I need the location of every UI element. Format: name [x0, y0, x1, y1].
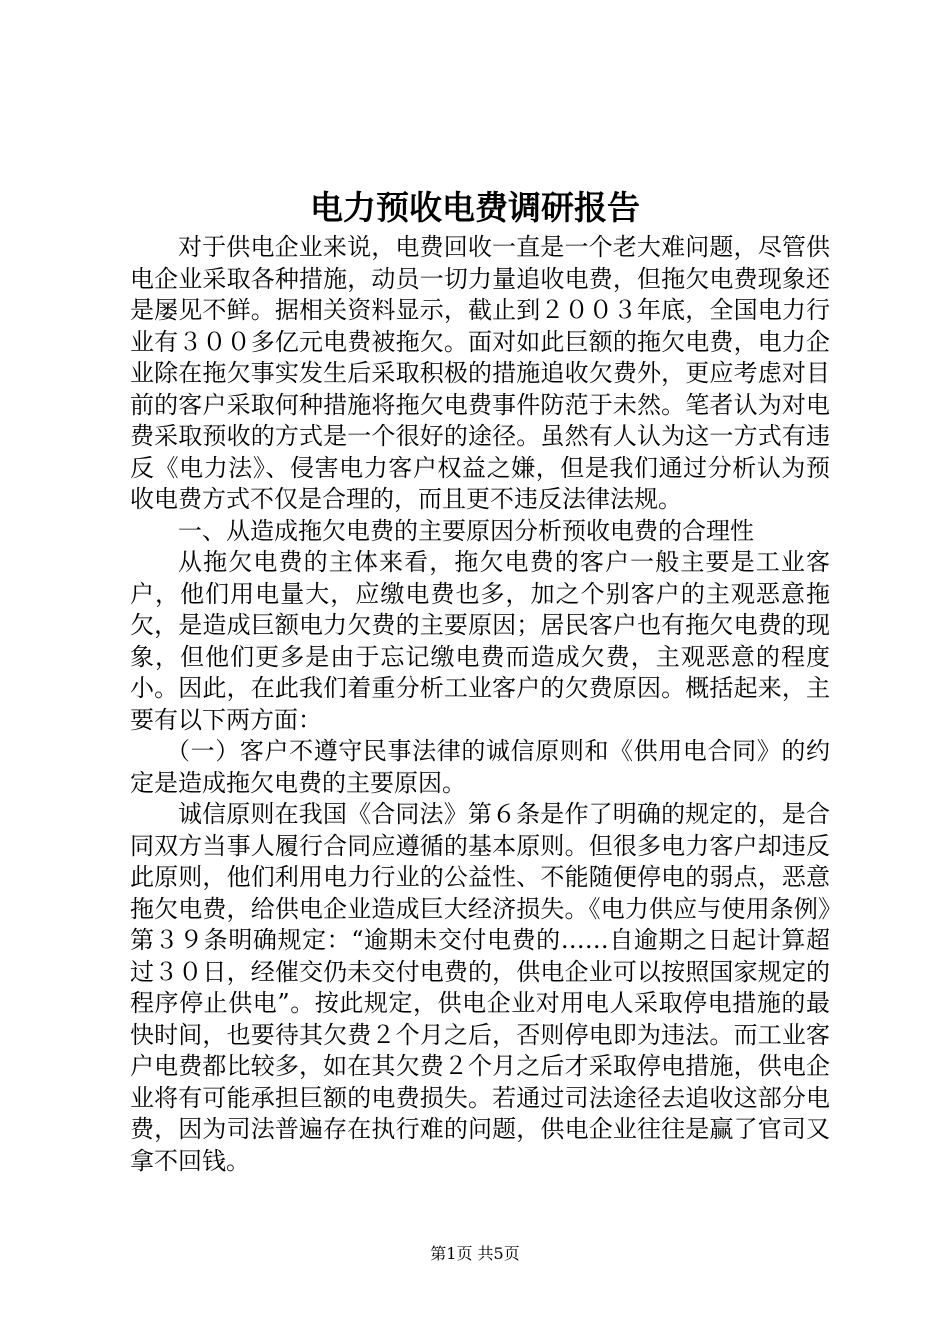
document-body	[130, 232, 830, 1177]
paragraph-debt-subjects: 从拖欠电费的主体来看，拖欠电费的客户一般主要是工业客户，他们用电量大，应缴电费也多，加之个别客户的主观恶意拖欠，是造成巨额电力欠费的主要原因；居民客户也有拖欠电费的现象，但他们更多是由于忘记缴电费而造成欠费，主观恶意的程度小。因此，在此我们着重分析工业客户的欠费原因。概括起来，主要有以下两方面：	[130, 548, 830, 734]
subsection-heading-1: （一）客户不遵守民事法律的诚信原则和《供用电合同》的约定是造成拖欠电费的主要原因。	[130, 737, 830, 797]
paragraph-intro: 对于供电企业来说，电费回收一直是一个老大难问题，尽管供电企业采取各种措施，动员一切力量追收电费，但拖欠电费现象还是屡见不鲜。据相关资料显示，截止到２００３年底，全国电力行业有３００多亿元电费被拖欠。面对如此巨额的拖欠电费，电力企业除在拖欠事实发生后采取积极的措施追收欠费外，更应考虑对目前的客户采取何种措施将拖欠电费事件防范于未然。笔者认为对电费采取预收的方式是一个很好的途径。虽然有人认为这一方式有违反《电力法》、侵害电力客户权益之嫌，但是我们通过分析认为预收电费方式不仅是合理的，而且更不违反法律法规。	[130, 233, 830, 513]
section-heading-1: 一、从造成拖欠电费的主要原因分析预收电费的合理性	[178, 516, 754, 545]
paragraph-good-faith: 诚信原则在我国《合同法》第６条是作了明确的规定的，是合同双方当事人履行合同应遵循的基本原则。但很多电力客户却违反此原则，他们利用电力行业的公益性、不能随便停电的弱点，恶意拖欠电费，给供电企业造成巨大经济损失。《电力供应与使用条例》第３９条明确规定：“逾期未交付电费的……自逾期之日起计算超过３０日，经催交仍未交付电费的，供电企业可以按照国家规定的程序停止供电”。按此规定，供电企业对用电人采取停电措施的最快时间，也要待其欠费２个月之后，否则停电即为违法。而工业客户电费都比较多，如在其欠费２个月之后才采取停电措施，供电企业将有可能承担巨额的电费损失。若通过司法途径去追收这部分电费，因为司法普遍存在执行难的问题，供电企业往往是赢了官司又拿不回钱。	[130, 800, 830, 1175]
document-title: 电力预收电费调研报告	[310, 188, 640, 227]
page-footer: 第1页 共5页	[430, 1244, 520, 1263]
